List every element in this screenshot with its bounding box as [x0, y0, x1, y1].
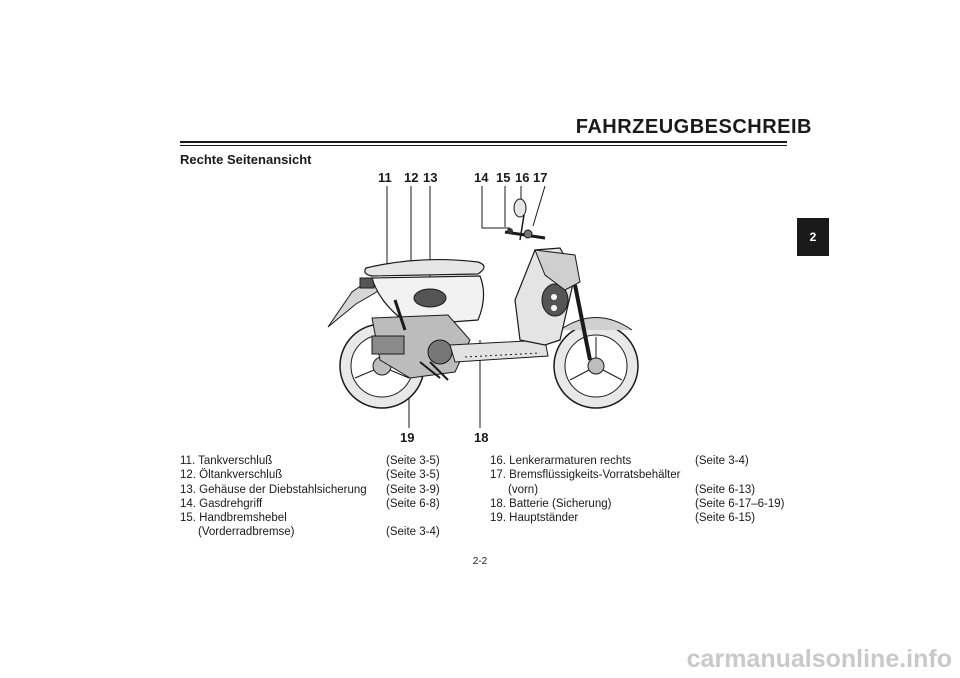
- part-label: 16. Lenkerarmaturen rechts: [490, 455, 632, 467]
- callout-18: 18: [474, 430, 489, 445]
- part-page-ref: (Seite 3-5): [386, 455, 440, 467]
- part-label: (vorn): [508, 483, 539, 496]
- front-wheel: [554, 324, 638, 408]
- list-item: [180, 511, 470, 525]
- part-label: 13. Gehäuse der Diebstahlsicherung: [180, 483, 367, 496]
- list-item: [490, 511, 790, 525]
- section-title: Rechte Seitenansicht: [180, 152, 312, 167]
- callout-14: 14: [474, 170, 489, 185]
- part-label: 12. Öltankverschluß: [180, 469, 283, 482]
- list-item: [490, 483, 790, 497]
- callout-13: 13: [423, 170, 438, 185]
- chapter-tab[interactable]: 2: [797, 218, 829, 256]
- part-label: 17. Bremsflüssigkeits-Vorratsbehälter: [490, 469, 681, 482]
- list-item: [180, 468, 470, 482]
- callout-17: 17: [533, 170, 548, 185]
- callout-12: 12: [404, 170, 419, 185]
- part-label: 18. Batterie (Sicherung): [490, 497, 612, 510]
- list-item: [490, 468, 790, 482]
- list-item: [490, 497, 790, 511]
- watermark: carmanualsonline.info: [686, 645, 952, 673]
- list-item: [180, 497, 470, 511]
- list-item: [490, 454, 790, 468]
- part-page-ref: (Seite 3-9): [386, 483, 440, 496]
- callout-15: 15: [496, 170, 511, 185]
- list-item: [180, 525, 470, 539]
- callout-16: 16: [515, 170, 530, 185]
- part-page-ref: (Seite 6-15): [695, 512, 756, 525]
- part-label: 11. Tankverschluß: [180, 455, 273, 467]
- part-page-ref: (Seite 6-8): [386, 497, 440, 510]
- part-label: (Vorderradbremse): [198, 526, 295, 539]
- callout-11: 11: [378, 170, 392, 185]
- parts-list-right: [490, 454, 790, 525]
- part-label: 19. Hauptständer: [490, 512, 579, 525]
- callout-19: 19: [400, 430, 415, 445]
- part-page-ref: (Seite 6-17–6-19): [695, 497, 785, 510]
- page-number: 2-2: [472, 556, 488, 567]
- part-label: 14. Gasdrehgriff: [180, 497, 263, 510]
- part-page-ref: (Seite 3-5): [386, 469, 440, 482]
- part-page-ref: (Seite 3-4): [386, 526, 440, 539]
- part-label: 15. Handbremshebel: [180, 512, 287, 525]
- page-header-title: FAHRZEUGBESCHREIB: [575, 116, 812, 138]
- part-page-ref: (Seite 3-4): [695, 455, 749, 467]
- parts-list-left: [180, 454, 470, 540]
- list-item: [180, 454, 470, 468]
- part-page-ref: (Seite 6-13): [695, 483, 756, 496]
- list-item: [180, 483, 470, 497]
